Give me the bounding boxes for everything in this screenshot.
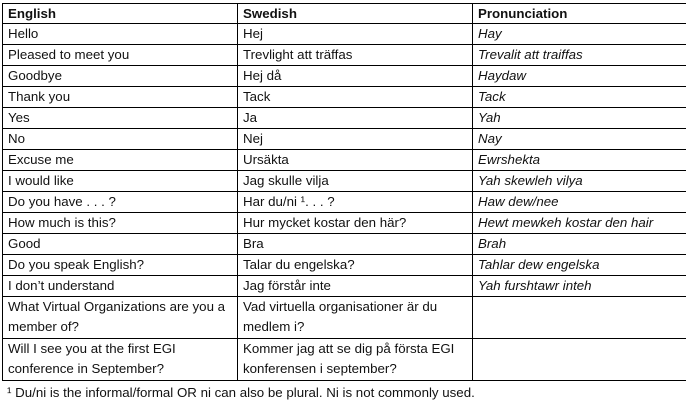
footnote: ¹ Du/ni is the informal/formal OR ni can also be plural. Ni is not commonly used. <box>7 385 475 400</box>
cell-english: No <box>3 129 238 150</box>
table-row <box>3 276 686 297</box>
cell-pronunciation: Ewrshekta <box>473 150 686 171</box>
table-row <box>3 339 686 381</box>
cell-english: Excuse me <box>3 150 238 171</box>
cell-english: I don’t understand <box>3 276 238 297</box>
cell-swedish: Jag skulle vilja <box>238 171 473 192</box>
cell-swedish: Jag förstår inte <box>238 276 473 297</box>
cell-swedish: Talar du engelska? <box>238 255 473 276</box>
cell-english: Hello <box>3 24 238 45</box>
cell-pronunciation: Hay <box>473 24 686 45</box>
cell-swedish: Har du/ni ¹. . . ? <box>238 192 473 213</box>
table-row <box>3 87 686 108</box>
table-row <box>3 66 686 87</box>
table-row <box>3 192 686 213</box>
cell-pronunciation: Yah furshtawr inteh <box>473 276 686 297</box>
cell-pronunciation <box>473 339 686 381</box>
cell-swedish: Kommer jag att se dig på första EGI konferensen i september? <box>238 339 473 381</box>
cell-pronunciation: Tahlar dew engelska <box>473 255 686 276</box>
cell-pronunciation: Haydaw <box>473 66 686 87</box>
cell-pronunciation: Trevalit att traiffas <box>473 45 686 66</box>
cell-pronunciation: Brah <box>473 234 686 255</box>
cell-english: What Virtual Organizations are you a member of? <box>3 297 238 339</box>
cell-pronunciation: Nay <box>473 129 686 150</box>
cell-pronunciation: Tack <box>473 87 686 108</box>
cell-swedish: Tack <box>238 87 473 108</box>
table-row <box>3 255 686 276</box>
table-row <box>3 150 686 171</box>
cell-english: Pleased to meet you <box>3 45 238 66</box>
cell-english: How much is this? <box>3 213 238 234</box>
table-row <box>3 213 686 234</box>
cell-english: Do you speak English? <box>3 255 238 276</box>
cell-swedish: Hur mycket kostar den här? <box>238 213 473 234</box>
table-header-row <box>3 4 686 24</box>
table-row <box>3 108 686 129</box>
cell-swedish: Vad virtuella organisationer är du medlem i? <box>238 297 473 339</box>
cell-pronunciation <box>473 297 686 339</box>
cell-swedish: Trevlight att träffas <box>238 45 473 66</box>
cell-swedish: Hej då <box>238 66 473 87</box>
table-row <box>3 297 686 339</box>
cell-english: Do you have . . . ? <box>3 192 238 213</box>
table-row <box>3 24 686 45</box>
table-row <box>3 129 686 150</box>
cell-swedish: Nej <box>238 129 473 150</box>
cell-swedish: Bra <box>238 234 473 255</box>
cell-english: Yes <box>3 108 238 129</box>
cell-swedish: Ja <box>238 108 473 129</box>
phrase-table <box>2 3 686 381</box>
header-pronunciation: Pronunciation <box>473 4 686 24</box>
cell-english: Thank you <box>3 87 238 108</box>
cell-swedish: Hej <box>238 24 473 45</box>
table-row <box>3 234 686 255</box>
cell-pronunciation: Yah skewleh vilya <box>473 171 686 192</box>
cell-pronunciation: Yah <box>473 108 686 129</box>
cell-pronunciation: Hewt mewkeh kostar den hair <box>473 213 686 234</box>
table-row <box>3 45 686 66</box>
header-swedish: Swedish <box>238 4 473 24</box>
table-row <box>3 171 686 192</box>
cell-swedish: Ursäkta <box>238 150 473 171</box>
cell-english: I would like <box>3 171 238 192</box>
header-english: English <box>3 4 238 24</box>
cell-english: Goodbye <box>3 66 238 87</box>
cell-english: Good <box>3 234 238 255</box>
cell-english: Will I see you at the first EGI conference in September? <box>3 339 238 381</box>
cell-pronunciation: Haw dew/nee <box>473 192 686 213</box>
